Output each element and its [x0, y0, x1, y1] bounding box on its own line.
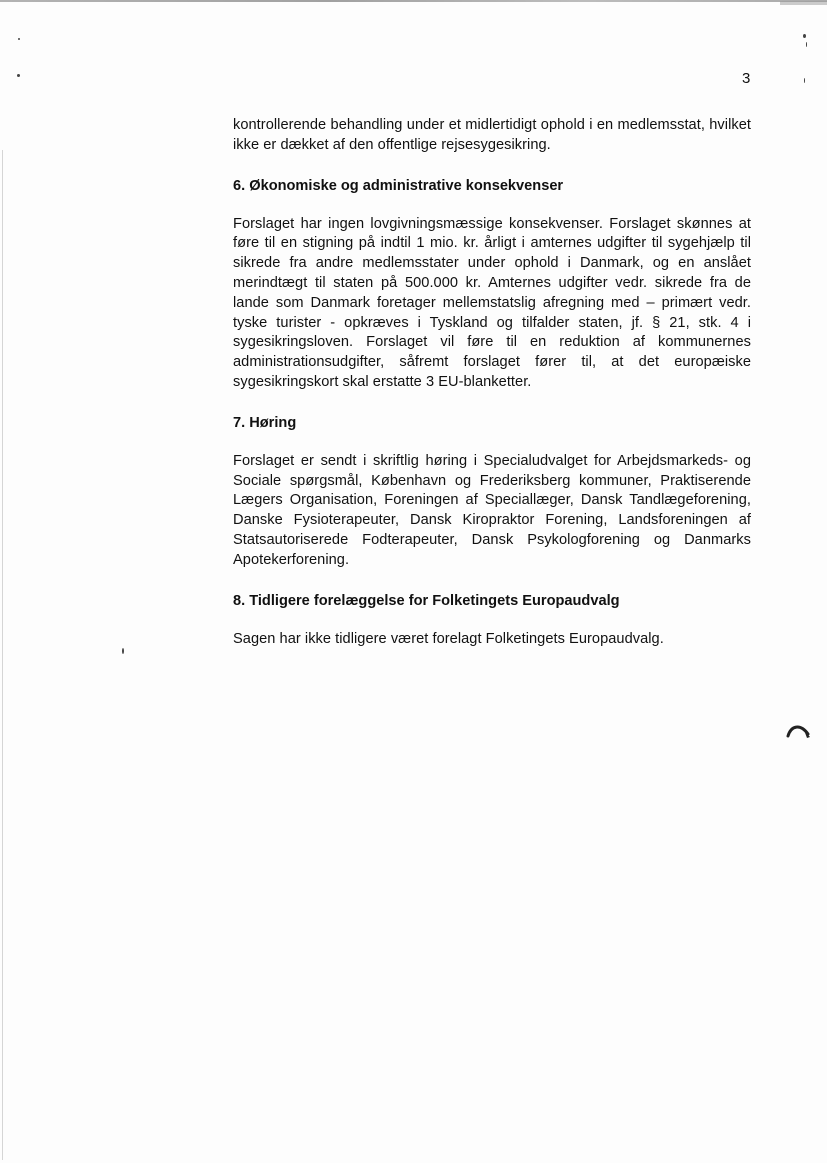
scan-speck — [122, 648, 124, 654]
scan-top-edge-mark — [780, 1, 827, 5]
section-body-previous-submission: Sagen har ikke tidligere været forelagt Folketingets Europaudvalg. — [233, 630, 664, 647]
section-heading-consultation: 7. Høring — [233, 414, 297, 431]
scan-speck — [17, 74, 20, 77]
document-body — [233, 116, 751, 649]
section-heading-previous-submission: 8. Tidligere forelæggelse for Folketingets Europaudvalg — [233, 592, 620, 609]
section-body-economic-consequences: Forslaget har ingen lovgivningsmæssige konsekvenser. Forslaget skønnes at føre til en stigning på indtil 1 mio. kr. årligt i amternes udgifter til sygehjælp til sikrede fra andre medlemsstater under ophold i Danmark, og en anslået merindtægt til staten på 500.000 kr. Amternes udgifter vedr. sikrede fra de lande som Danmark foretager mellemstatslig afregning med – primært vedr. tyske turister - opkræves i Tyskland og tilfalder staten, jf. § 21, stk. 4 i sygesikringsloven. Forslaget vil føre til en reduktion af kommunernes administrationsudgifter, såfremt forslaget fører til, at det europæiske sygesikringskort skal erstatte 3 EU-blanketter. — [233, 215, 751, 390]
scan-curl-mark — [786, 722, 812, 740]
scan-speck — [804, 78, 805, 83]
scan-left-edge — [2, 150, 3, 1160]
scan-top-edge — [0, 0, 827, 2]
scan-speck — [806, 42, 807, 47]
intro-paragraph: kontrollerende behandling under et midlertidigt ophold i en medlemsstat, hvilket ikke er dækket af den offentlige rejsesygesikring. — [233, 117, 751, 153]
section-heading-economic-consequences: 6. Økonomiske og administrative konsekvenser — [233, 177, 564, 194]
scan-speck — [803, 34, 806, 38]
scan-speck — [18, 38, 20, 40]
section-body-consultation: Forslaget er sendt i skriftlig høring i Specialudvalget for Arbejdsmarkeds- og Sociale spørgsmål, København og Frederiksberg kommuner, Praktiserende Lægers Organisation, Foreningen af Speciallæger, Dansk Tandlægeforening, Danske Fysioterapeuter, Dansk Kiropraktor Forening, Landsforeningen af Statsautoriserede Fodterapeuter, Dansk Psykologforening og Danmarks Apotekerforening. — [233, 452, 751, 568]
page-number: 3 — [742, 70, 751, 87]
